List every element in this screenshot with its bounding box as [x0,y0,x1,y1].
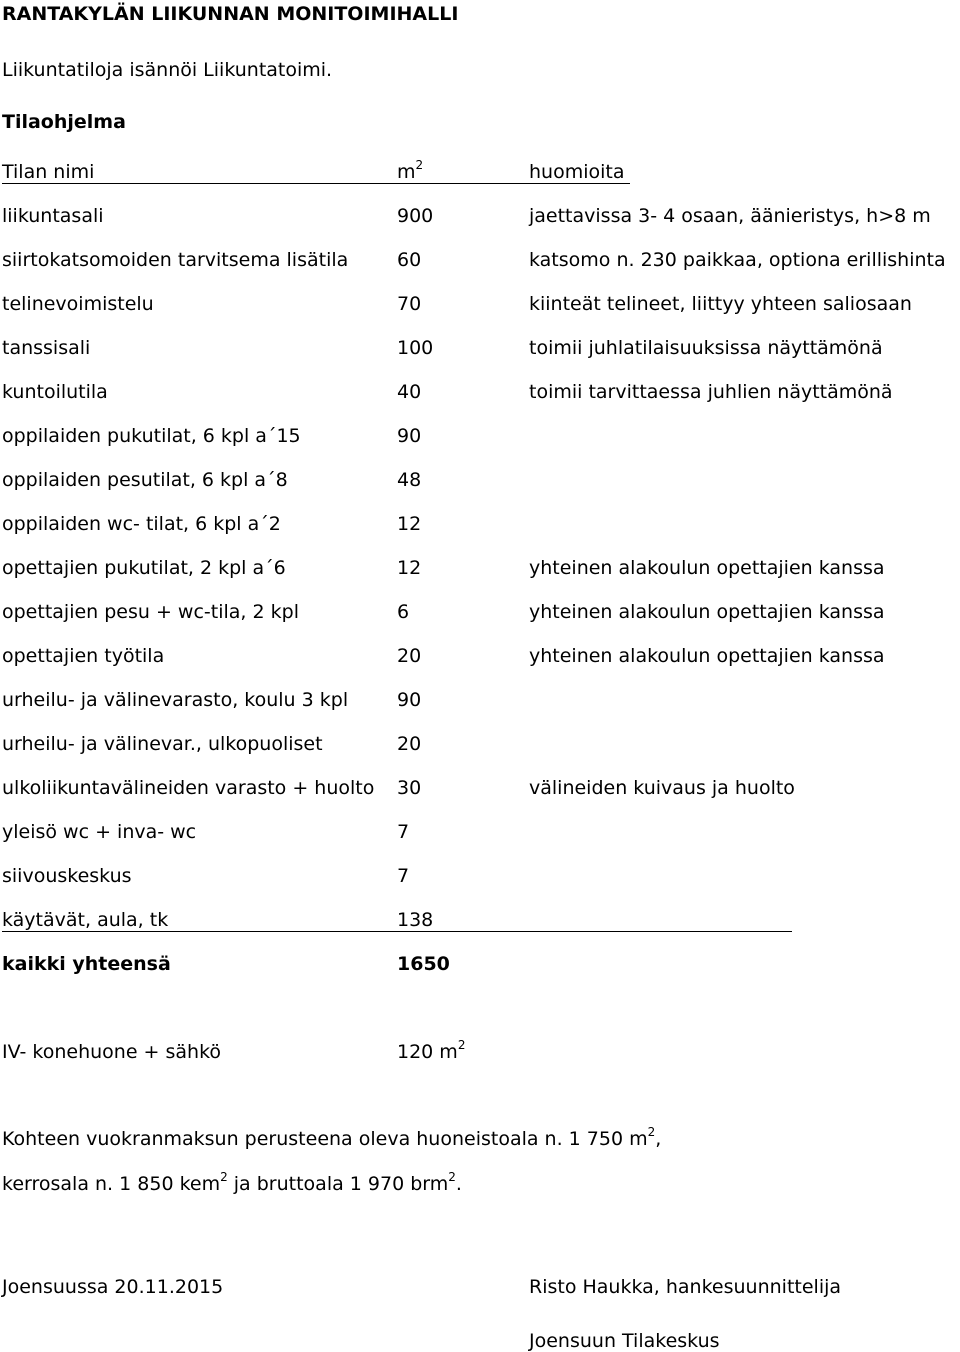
space-name: oppilaiden pukutilat, 6 kpl a´15 [2,425,301,447]
space-area: 60 [397,249,422,271]
space-area: 90 [397,425,422,447]
space-name: tanssisali [2,337,91,359]
space-name: käytävät, aula, tk [2,909,169,931]
space-name: ulkoliikuntavälineiden varasto + huolto [2,777,375,799]
space-area: 100 [397,337,434,359]
space-name: siivouskeskus [2,865,132,887]
space-area: 7 [397,865,410,887]
total-label: kaikki yhteensä [2,953,171,975]
space-note: yhteinen alakoulun opettajien kanssa [529,557,885,579]
header-notes: huomioita [529,161,625,183]
header-area: $m^2$ [397,157,424,183]
space-name: siirtokatsomoiden tarvitsema lisätila [2,249,349,271]
space-area: 48 [397,469,422,491]
space-note: yhteinen alakoulun opettajien kanssa [529,645,885,667]
space-area: 7 [397,821,410,843]
signer-organization: Joensuun Tilakeskus [529,1330,720,1352]
section-title: Tilaohjelma [2,111,126,133]
space-area: 138 [397,909,434,931]
space-name: opettajien pukutilat, 2 kpl a´6 [2,557,286,579]
signer-name: Risto Haukka, hankesuunnittelija [529,1276,842,1298]
space-area: 30 [397,777,422,799]
space-name: yleisö wc + inva- wc [2,821,197,843]
space-note: toimii juhlatilaisuuksissa näyttämönä [529,337,883,359]
space-note: välineiden kuivaus ja huolto [529,777,795,799]
space-area: 12 [397,557,422,579]
space-area: 20 [397,645,422,667]
machine-room-value: 120 $m^2$ [397,1037,466,1063]
space-note: yhteinen alakoulun opettajien kanssa [529,601,885,623]
space-name: oppilaiden pesutilat, 6 kpl a´8 [2,469,288,491]
space-name: kuntoilutila [2,381,108,403]
total-separator [2,931,792,932]
subtitle: Liikuntatiloja isännöi Liikuntatoimi. [2,59,333,81]
space-note: katsomo n. 230 paikkaa, optiona erillishinta [529,249,946,271]
summary-line-2: kerrosala n. 1 850 kem$^2$ ja bruttoala 1 970 brm$^2$. [2,1169,462,1195]
place-date: Joensuussa 20.11.2015 [2,1276,224,1298]
space-area: 90 [397,689,422,711]
space-area: 40 [397,381,422,403]
space-name: urheilu- ja välinevarasto, koulu 3 kpl [2,689,349,711]
space-name: oppilaiden wc- tilat, 6 kpl a´2 [2,513,281,535]
space-name: opettajien pesu + wc-tila, 2 kpl [2,601,299,623]
page-title: RANTAKYLÄN LIIKUNNAN MONITOIMIHALLI [2,3,459,25]
header-space-name: Tilan nimi [2,161,95,183]
space-note: kiinteät telineet, liittyy yhteen saliosaan [529,293,912,315]
space-area: 12 [397,513,422,535]
space-name: opettajien työtila [2,645,165,667]
space-name: liikuntasali [2,205,104,227]
space-area: 20 [397,733,422,755]
space-note: toimii tarvittaessa juhlien näyttämönä [529,381,893,403]
space-area: 70 [397,293,422,315]
machine-room-label: IV- konehuone + sähkö [2,1041,222,1063]
space-area: 900 [397,205,434,227]
space-area: 6 [397,601,410,623]
header-underline [2,183,630,184]
space-note: jaettavissa 3- 4 osaan, äänieristys, h>8 m [529,205,931,227]
summary-line-1: Kohteen vuokranmaksun perusteena oleva huoneistoala n. 1 750 $m^2$, [2,1124,662,1150]
space-name: telinevoimistelu [2,293,154,315]
space-name: urheilu- ja välinevar., ulkopuoliset [2,733,323,755]
total-value: 1650 [397,953,450,975]
